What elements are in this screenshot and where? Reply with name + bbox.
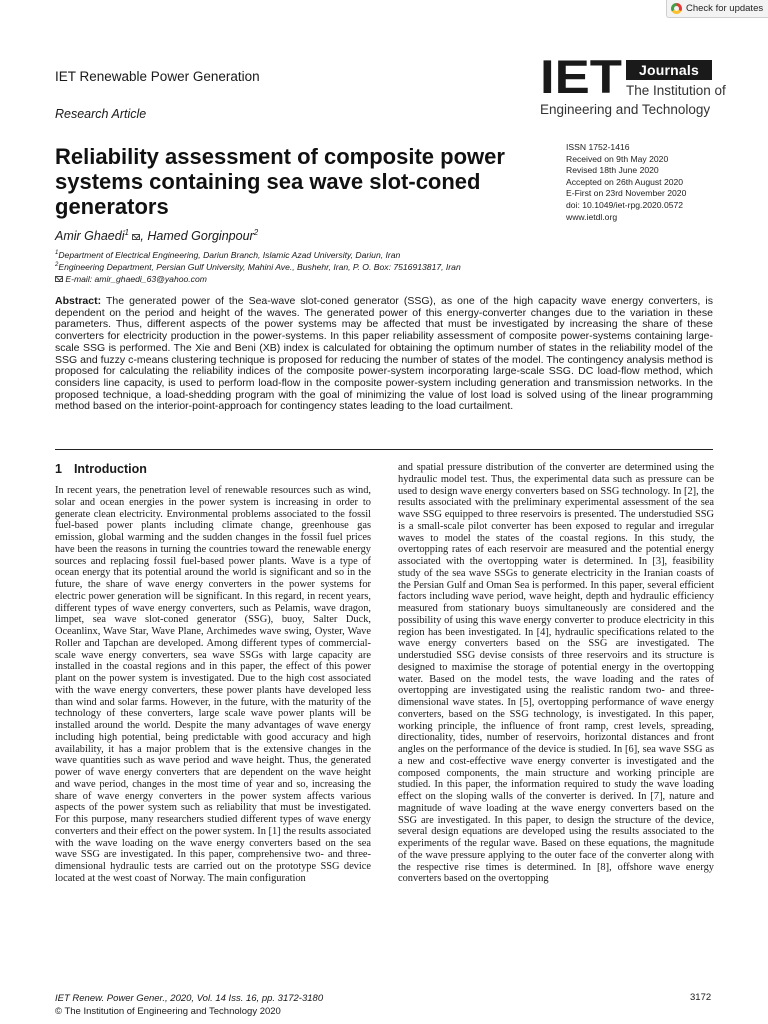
abstract — [55, 296, 713, 413]
page-number: 3172 — [690, 992, 712, 1003]
affiliation-2 — [55, 262, 461, 272]
paper-title: Reliability assessment of composite power systems containing sea wave slot-coned generators — [55, 144, 505, 219]
mail-icon — [55, 276, 63, 282]
abstract-label: Abstract: — [55, 295, 102, 307]
iet-logo-letters — [540, 57, 622, 95]
logo-engineering-line: Engineering and Technology — [540, 102, 711, 117]
meta-revised: Revised 18th June 2020 — [566, 165, 659, 176]
journal-name: IET Renewable Power Generation — [55, 69, 260, 84]
mail-icon[interactable] — [132, 234, 140, 240]
author-separator: , — [140, 229, 148, 244]
section-title: Introduction — [73, 462, 147, 476]
logo-institution-line: The Institution of — [626, 83, 726, 98]
meta-efirst: E-First on 23rd November 2020 — [566, 188, 687, 199]
affiliation-1 — [55, 250, 400, 260]
article-type: Research Article — [55, 107, 147, 121]
email-text[interactable]: E-mail: amir_ghaedi_63@yahoo.com — [65, 274, 207, 284]
body-text-left-column: In recent years, the penetration level of renewable resources such as wind, solar and ocean energies in the power system is increasing in order to generate clean electricity. Environmental problems associated to the fossil fuel-based power plants including climate change, greenhouse gas emission, global warming and the sudden changes in the fossil fuel prices have been the reasons in turning the countries toward the renewable energy sources and replacing fossil fuel-based power plants. Wave is a type of ocean energy that its potential around the world is significant and so in the future, the share of wave energy converters in the power systems for electric power generation will be significant. In this regard, in recent years, different types of wave energy converters, such as Pelamis, wave dragon, limpet, sea wave slot-coned generator (SSG), buoy, Salter Duck, Oceanlinx, Wave Star, Wave Plane, Archimedes wave swing, Oyster, Wave Roller and Tapchan are developed. Among different types of commercial-scale wave energy converters, sea wave SSGs with large capacity are installed in the coastal regions and in this paper, the effect of this power plant on the power system is investigated. Due to the high cost associated with the wave energy converters, these power plants have developed less than wind and solar farms. However, in the future, with the maturity of the technology of these converters, large scale wave power plants will be installed around the world. Despite the many advantages of wave energy including high potential, being predictable with good accuracy and high availability, it has a major problem that is the extensive changes in the wave quantities such as wave period and wave height. Thus, the generated power of wave energy converters that are dependent on the wave height and wave period, changes in the most time of year and so, increasing the share of wave energy converters in the power system affects various aspects of the power system such as reliability that must be investigated. For this purpose, many researchers studied different types of wave energy converters and their effect on the power system. In [1] the results associated with the wave loading on the wave energy converters based on the sea wave SSG are investigated. In this paper, comprehensive two- and three-dimensional hydraulic tests are carried out on the prototype SSG device located at the west coast of Norway. The main configuration — [55, 485, 371, 884]
abstract-divider — [55, 449, 713, 450]
author-1-affiliation: 1 — [124, 228, 129, 237]
check-for-updates-label: Check for updates — [686, 3, 764, 14]
affiliation-2-number: 2 — [55, 262, 59, 269]
author-list — [55, 228, 258, 243]
author-1[interactable]: Amir Ghaedi — [55, 229, 125, 244]
check-for-updates-button[interactable] — [666, 0, 768, 18]
iet-logo-text: IET — [540, 57, 622, 95]
meta-received: Received on 9th May 2020 — [566, 153, 669, 164]
meta-doi[interactable]: doi: 10.1049/iet-rpg.2020.0572 — [566, 199, 684, 210]
section-heading — [55, 462, 159, 476]
section-number: 1 — [55, 462, 62, 476]
footer-citation-line: IET Renew. Power Gener., 2020, Vol. 14 Iss. 16, pp. 3172-3180 — [55, 993, 324, 1004]
body-text-right-column: and spatial pressure distribution of the converter are determined using the hydraulic model test. Thus, the experimental data such as pressure can be used to design wave energy converters based on SSG technology. In [2], the results associated with the preliminary experimental assessment of the sea wave SSG equipped to three reservoirs is presented. The understudied SSG is a small-scale pilot converter has been exposed to regular and irregular waves to model the states of the coastal regions. In this study, the overtopping rates of each reservoir are measured and the potential energy associated with the overtopping water is determined. In [3], feasibility study of the sea wave SSGs to generate electricity in the Iranian coasts of the Persian Gulf and Oman Sea is performed. In this paper, several efficient factors including wave period, wave height, depth and hydraulic efficiency measured from stationary buoys simultaneously are considered and the possibility of using this wave energy converter to produce electricity in this region has been investigated. In [4], hydraulic specifications related to the wave energy converters based on the SSG are investigated. The understudied SSG devise consists of three reservoirs and its structure is designed to maximise the storage of potential energy in the overtopping water. Based on the model tests, the wave loading and the rates of overtopping are investigated using the realistic random two- and three-dimensional wave states. In [5], overtopping performance of wave energy converters, based on the SSG technology, is investigated. In this paper, working principle, the influence of front ramp, crest levels, spreading, directionality, tides, number of reservoirs, horizontal distances and front angles on the performance of the device is studied. In [6], sea wave SSG as a new and cost-effective wave energy converter is investigated and the composed components, the main structure and working principle are studied. In this paper, the information required to study the wave loading effect on the sloping walls of the converter is derived. In [7], nature and magnitude of wave loading at the wave energy converters based on the SSG are investigated. In this paper, to design the structure of the device, several design equations are developed using the results associated to the experiments of the regular wave. Based on these equations, the magnitude of the wave pressure applying to the outer face of the converter along with the respective rise times is determined. In [8], offshore wave energy converters based on the overtopping — [398, 462, 714, 885]
meta-issn: ISSN 1752-1416 — [566, 142, 630, 152]
publication-meta — [566, 142, 686, 223]
check-for-updates-icon — [671, 3, 682, 14]
affiliation-2-text: Engineering Department, Persian Gulf University, Mahini Ave., Bushehr, Iran, P. O. Box: 7516913817, Iran — [58, 262, 461, 272]
logo-journals-label: Journals — [626, 60, 712, 80]
meta-accepted: Accepted on 26th August 2020 — [566, 176, 684, 187]
footer-copyright: © The Institution of Engineering and Technology 2020 — [55, 1006, 281, 1017]
corresponding-email — [55, 274, 207, 284]
affiliation-1-number: 1 — [55, 250, 59, 257]
affiliation-1-text: Department of Electrical Engineering, Dariun Branch, Islamic Azad University, Dariun, Iran — [58, 250, 401, 260]
iet-logo — [540, 57, 726, 123]
author-2[interactable]: Hamed Gorginpour — [147, 229, 254, 244]
author-2-affiliation: 2 — [253, 228, 259, 237]
abstract-text: The generated power of the Sea-wave slot-coned generator (SSG), as one of the high capacity wave energy converters, is dependent on the period and height of the waves. The generated power of this energy-converter changes due to the variation in these parameters. Thus, different aspects of the power systems may be affected that must be investigated by increasing the share of these converters for electricity production in the power-systems. In this paper reliability assessment of composite power-systems containing large-scale SSG is performed. The Xie and Beni (XB) index is calculated for obtaining the optimum number of states in the reliability model of the SSG and fuzzy c-means clustering technique is proposed for reducing the number of states of the model. The contingency analysis method is proposed for calculating the reliability indices of the composite power-system incorporating large-scale SSG. DC load-flow method, which considers line capacity, is used to perform load-flow in the composite power-system including generation and transmission networks. In the proposed technique, a load-shedding program with the goal of minimizing the value of lost load is solved using of the linear programming method based on the interior-point-approach for contingency states leading to the load curtailment. — [55, 295, 713, 413]
meta-website[interactable]: www.ietdl.org — [566, 211, 618, 222]
footer-citation — [55, 992, 323, 1018]
